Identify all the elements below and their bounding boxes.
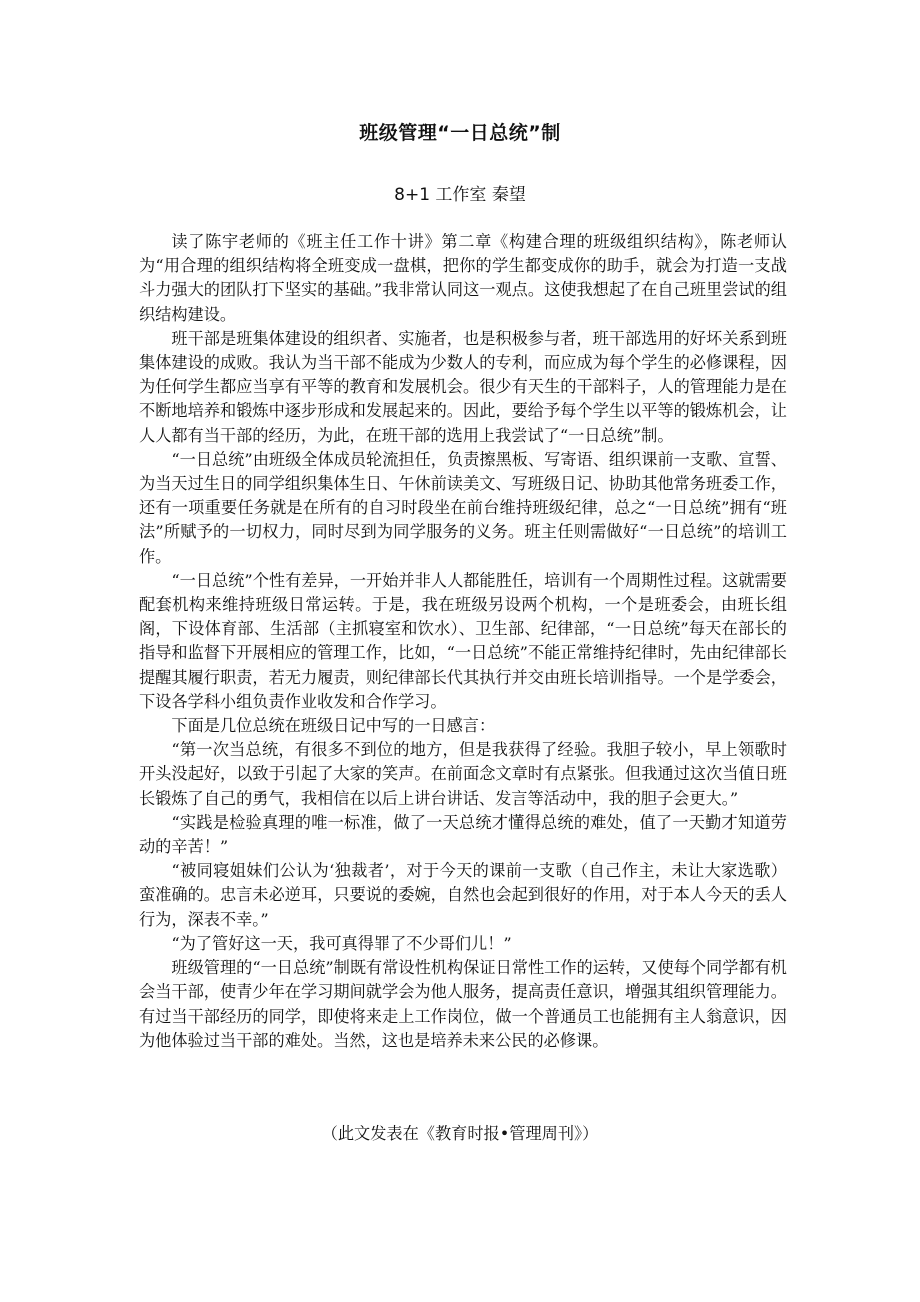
quote-paragraph: “被同寝姐妹们公认为‘独裁者’，对于今天的课前一支歌（自己作主，未让大家选歌）蛮准确的。忠言未必逆耳，只要说的委婉，自然也会起到很好的作用，对于本人今天的丢人行为，深表不幸。” [139,861,787,929]
quote-paragraph: “实践是检验真理的唯一标准，做了一天总统才懂得总统的难处，值了一天勤才知道劳动的辛苦！” [139,812,787,857]
publication-note: （此文发表在《教育时报•管理周刊》） [321,1124,599,1143]
page-title: 班级管理“一日总统”制 [359,122,561,144]
author-line: 8+1 工作室 秦望 [394,185,526,205]
quote-paragraph: “第一次当总统，有很多不到位的地方，但是我获得了经验。我胆子较小，早上领歌时开头没起好，以致于引起了大家的笑声。在前面念文章时有点紧张。但我通过这次当值日班长锻炼了自己的勇气，我相信在以后上讲台讲话、发言等活动中，我的胆子会更大。” [139,740,787,808]
paragraph: “一日总统”由班级全体成员轮流担任，负责擦黑板、写寄语、组织课前一支歌、宣誓、为当天过生日的同学组织集体生日、午休前读美文、写班级日记、协助其他常务班委工作，还有一项重要任务就是在所有的自习时段坐在前台维持班级纪律，总之“一日总统”拥有“班法”所赋予的一切权力，同时尽到为同学服务的义务。班主任则需做好“一日总统”的培训工作。 [139,449,787,566]
paragraph: “一日总统”个性有差异，一开始并非人人都能胜任，培训有一个周期性过程。这就需要配套机构来维持班级日常运转。于是，我在班级另设两个机构，一个是班委会，由班长组阁，下设体育部、生活部（主抓寝室和饮水）、卫生部、纪律部，“一日总统”每天在部长的指导和监督下开展相应的管理工作，比如，“一日总统”不能正常维持纪律时，先由纪律部长提醒其履行职责，若无力履责，则纪律部长代其执行并交由班长培训指导。一个是学委会，下设各学科小组负责作业收发和合作学习。 [139,570,787,711]
paragraph: 班级管理的“一日总统”制既有常设性机构保证日常性工作的运转，又使每个同学都有机会当干部，使青少年在学习期间就学会为他人服务，提高责任意识，增强其组织管理能力。有过当干部经历的同学，即使将来走上工作岗位，做一个普通员工也能拥有主人翁意识，因为他体验过当干部的难处。当然，这也是培养未来公民的必修课。 [139,958,787,1050]
quote-paragraph: “为了管好这一天，我可真得罪了不少哥们儿！” [171,933,512,953]
article-body [139,230,787,1053]
paragraph: 读了陈宇老师的《班主任工作十讲》第二章《构建合理的班级组织结构》，陈老师认为“用合理的组织结构将全班变成一盘棋，把你的学生都变成你的助手，就会为打造一支战斗力强大的团队打下坚实的基础。”我非常认同这一观点。这使我想起了在自己班里尝试的组织结构建设。 [139,232,787,324]
paragraph: 下面是几位总统在班级日记中写的一日感言： [171,716,496,736]
paragraph: 班干部是班集体建设的组织者、实施者，也是积极参与者，班干部选用的好坏关系到班集体建设的成败。我认为当干部不能成为少数人的专利，而应成为每个学生的必修课程，因为任何学生都应当享有平等的教育和发展机会。很少有天生的干部料子，人的管理能力是在不断地培养和锻炼中逐步形成和发展起来的。因此，要给予每个学生以平等的锻炼机会，让人人都有当干部的经历，为此，在班干部的选用上我尝试了“一日总统”制。 [139,328,787,445]
